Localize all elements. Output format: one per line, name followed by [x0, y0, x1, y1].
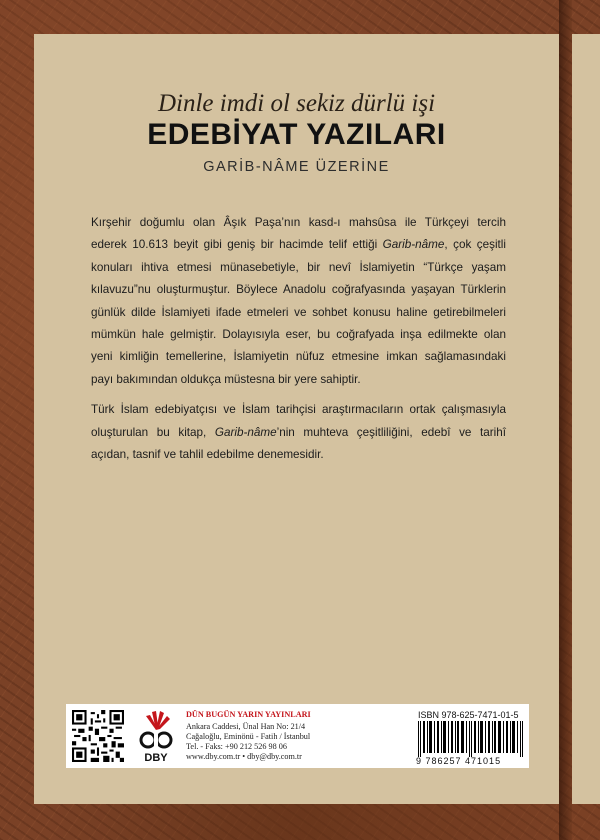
- book-title: EDEBİYAT YAZILARI: [147, 118, 446, 151]
- blurb-text: [91, 212, 506, 474]
- publisher-web: www.dby.com.tr • dby@dby.com.tr: [186, 752, 302, 761]
- back-cover-panel: [34, 34, 559, 804]
- book-name-italic: Garib-nâme: [382, 238, 445, 252]
- barcode-icon: [416, 721, 526, 757]
- spine-shadow: [559, 0, 572, 840]
- text-line: Kırşehir doğumlu olan Âşık Paşa’nın kasd-ı mahsûsa ile Türkçeyi tercih: [91, 216, 506, 229]
- tagline: Dinle imdi ol sekiz dürlü işi: [157, 90, 436, 117]
- text-line: kılavuzu”nu oluşturmuştur. Böylece Anadolu coğrafyasında yaşayan Türklerin: [91, 283, 506, 297]
- book-name-italic: Garib-nâme: [214, 425, 277, 439]
- text-line: açıdan, tasnif ve tahlil edebilme denemesidir.: [91, 447, 324, 461]
- book-subtitle: GARİB-NÂME ÜZERİNE: [203, 159, 390, 175]
- publisher-address-line-1: Ankara Caddesi, Ünal Han No: 21/4: [186, 722, 306, 731]
- svg-text:DBY: DBY: [144, 752, 168, 764]
- text-line: konuları ihtiva etmesi münasebetiyle, bir nevî İslamiyetin “Türkçe yaşam: [91, 260, 506, 274]
- publisher-footer: [66, 704, 529, 768]
- publisher-phone: Tel. - Faks: +90 212 526 98 06: [186, 742, 287, 751]
- blurb-paragraph-2: [91, 399, 506, 466]
- dby-logo-icon: [132, 708, 180, 764]
- publisher-address-line-2: Cağaloğlu, Eminönü - Fatih / İstanbul: [186, 732, 311, 741]
- adjacent-page-strip: [572, 34, 600, 804]
- text-line: mümkün hale gelmiştir. Dolayısıyla eser, bu coğrafyada inşa edilmekte olan: [91, 327, 506, 341]
- barcode-digits: 9 786257 471015: [416, 756, 502, 766]
- qr-code-icon: [72, 710, 124, 762]
- isbn-label: ISBN 978-625-7471-01-5: [418, 710, 519, 720]
- text-line: payı bakımından oldukça müstesna bir yere sahiptir.: [91, 372, 361, 386]
- text-line: yeni kimliğin temellerine, İslamiyetin nüfuz etmesine imkan sağlamasındaki: [91, 350, 506, 364]
- text-line: günlük dilde İslamiyeti ifade etmeleri ve sohbet konusu haline getirebilmeleri: [91, 305, 506, 319]
- publisher-name: DÜN BUGÜN YARIN YAYINLARI: [186, 710, 311, 719]
- blurb-paragraph-1: [91, 212, 506, 391]
- text-line: Türk İslam edebiyatçısı ve İslam tarihçisi araştırmacıların ortak çalışmasıyla: [91, 403, 506, 417]
- text-line: ederek 10.613 beyit gibi geniş bir hacimde telif ettiği Garib-nâme, çok çeşitli: [91, 238, 506, 252]
- text-line: oluşturulan bu kitap, Garib-nâme’nin muhteva çeşitliliğini, edebî ve tarihî: [91, 425, 506, 439]
